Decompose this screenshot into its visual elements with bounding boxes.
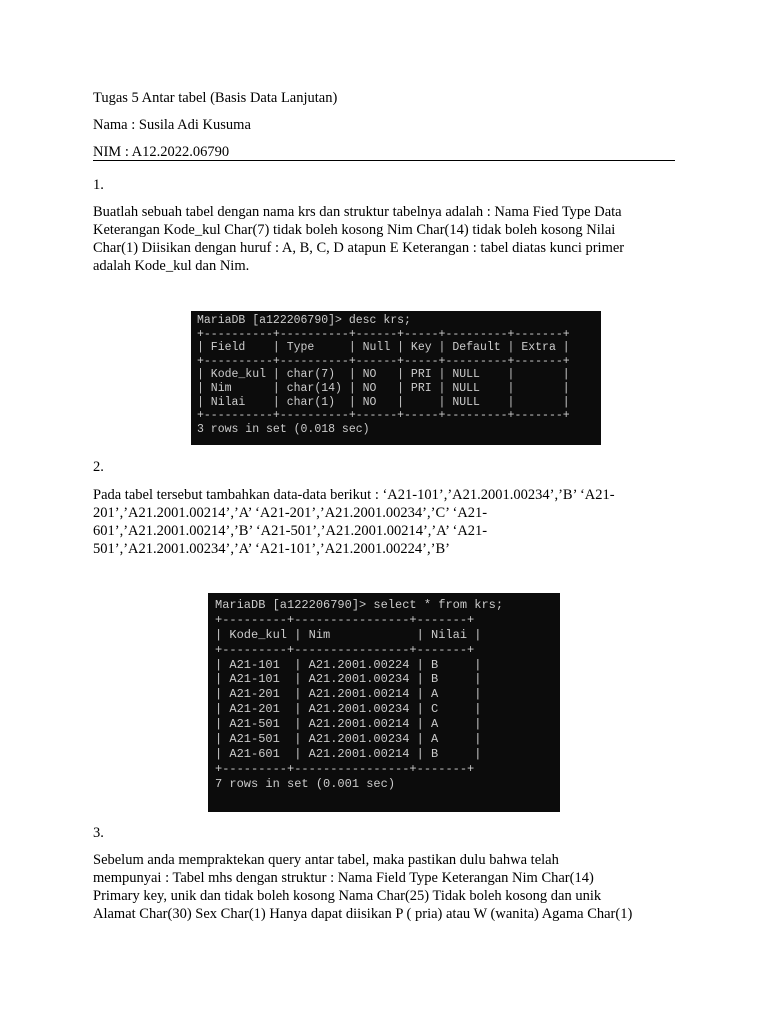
- table-border: +----------+----------+------+-----+---------+-------+: [197, 327, 570, 341]
- terminal-prompt: MariaDB [a122206790]> desc krs;: [197, 314, 411, 327]
- table-row: | A21-501 | A21.2001.00214 | A |: [215, 717, 482, 732]
- section-2-paragraph-line: 601’,’A21.2001.00214’,’B’ ‘A21-501’,’A21.2001.00214’,’A’ ‘A21-: [93, 523, 488, 539]
- section-1-paragraph-line: Keterangan Kode_kul Char(7) tidak boleh kosong Nim Char(14) tidak boleh kosong Nilai: [93, 222, 616, 238]
- section-3-paragraph-line: Primary key, unik dan tidak boleh kosong Nama Char(25) Tidak boleh kosong dan unik: [93, 888, 602, 904]
- table-border: +---------+----------------+-------+: [215, 761, 475, 776]
- student-nim: NIM : A12.2022.06790: [93, 144, 230, 160]
- section-2-paragraph-line: 201’,’A21.2001.00214’,’A’ ‘A21-201’,’A21.2001.00234’,’C’ ‘A21-: [93, 505, 488, 521]
- section-1-paragraph-line: Buatlah sebuah tabel dengan nama krs dan struktur tabelnya adalah : Nama Fied Type Data: [93, 204, 622, 220]
- table-row: | Kode_kul | char(7) | NO | PRI | NULL | |: [197, 368, 570, 382]
- section-3-paragraph-line: Sebelum anda mempraktekan query antar tabel, maka pastikan dulu bahwa telah: [93, 852, 559, 868]
- section-1-paragraph-line: adalah Kode_kul dan Nim.: [93, 258, 250, 274]
- table-header-row: | Kode_kul | Nim | Nilai |: [215, 627, 482, 642]
- section-1-number: 1.: [93, 177, 104, 193]
- section-3-paragraph-line: mempunyai : Tabel mhs dengan struktur : Nama Field Type Keterangan Nim Char(14): [93, 870, 594, 886]
- terminal-prompt: MariaDB [a122206790]> select * from krs;: [215, 598, 504, 612]
- table-border: +----------+----------+------+-----+---------+-------+: [197, 354, 570, 368]
- table-border: +----------+----------+------+-----+---------+-------+: [197, 409, 570, 423]
- terminal-screenshot-desc-krs: [191, 311, 601, 445]
- header-divider: [93, 160, 675, 161]
- document-title: Tugas 5 Antar tabel (Basis Data Lanjutan): [93, 90, 338, 106]
- section-2-paragraph-line: 501’,’A21.2001.00234’,’A’ ‘A21-101’,’A21.2001.00224’,’B’: [93, 541, 450, 557]
- table-border: +---------+----------------+-------+: [215, 642, 475, 657]
- table-header-row: | Field | Type | Null | Key | Default | Extra |: [197, 341, 570, 355]
- student-name: Nama : Susila Adi Kusuma: [93, 117, 251, 133]
- section-1-paragraph-line: Char(1) Diisikan dengan huruf : A, B, C, D atapun E Keterangan : tabel diatas kunci primer: [93, 240, 625, 256]
- terminal-result-summary: 3 rows in set (0.018 sec): [197, 422, 370, 436]
- section-2-number: 2.: [93, 459, 104, 475]
- table-row: | A21-501 | A21.2001.00234 | A |: [215, 732, 482, 747]
- table-row: | A21-201 | A21.2001.00234 | C |: [215, 702, 482, 717]
- section-3-paragraph-line: Alamat Char(30) Sex Char(1) Hanya dapat diisikan P ( pria) atau W (wanita) Agama Char(1): [93, 906, 633, 922]
- section-2-paragraph-line: Pada tabel tersebut tambahkan data-data berikut : ‘A21-101’,’A21.2001.00234’,’B’ ‘A21-: [93, 487, 615, 503]
- terminal-screenshot-select-krs: [208, 593, 560, 812]
- section-3-number: 3.: [93, 825, 104, 841]
- table-row: | A21-101 | A21.2001.00224 | B |: [215, 657, 482, 672]
- terminal-result-summary: 7 rows in set (0.001 sec): [215, 776, 396, 791]
- table-row: | A21-601 | A21.2001.00214 | B |: [215, 746, 482, 761]
- table-row: | A21-101 | A21.2001.00234 | B |: [215, 672, 482, 687]
- table-row: | Nim | char(14) | NO | PRI | NULL | |: [197, 381, 570, 395]
- table-row: | Nilai | char(1) | NO | | NULL | |: [197, 395, 570, 409]
- table-border: +---------+----------------+-------+: [215, 612, 475, 627]
- table-row: | A21-201 | A21.2001.00214 | A |: [215, 687, 482, 702]
